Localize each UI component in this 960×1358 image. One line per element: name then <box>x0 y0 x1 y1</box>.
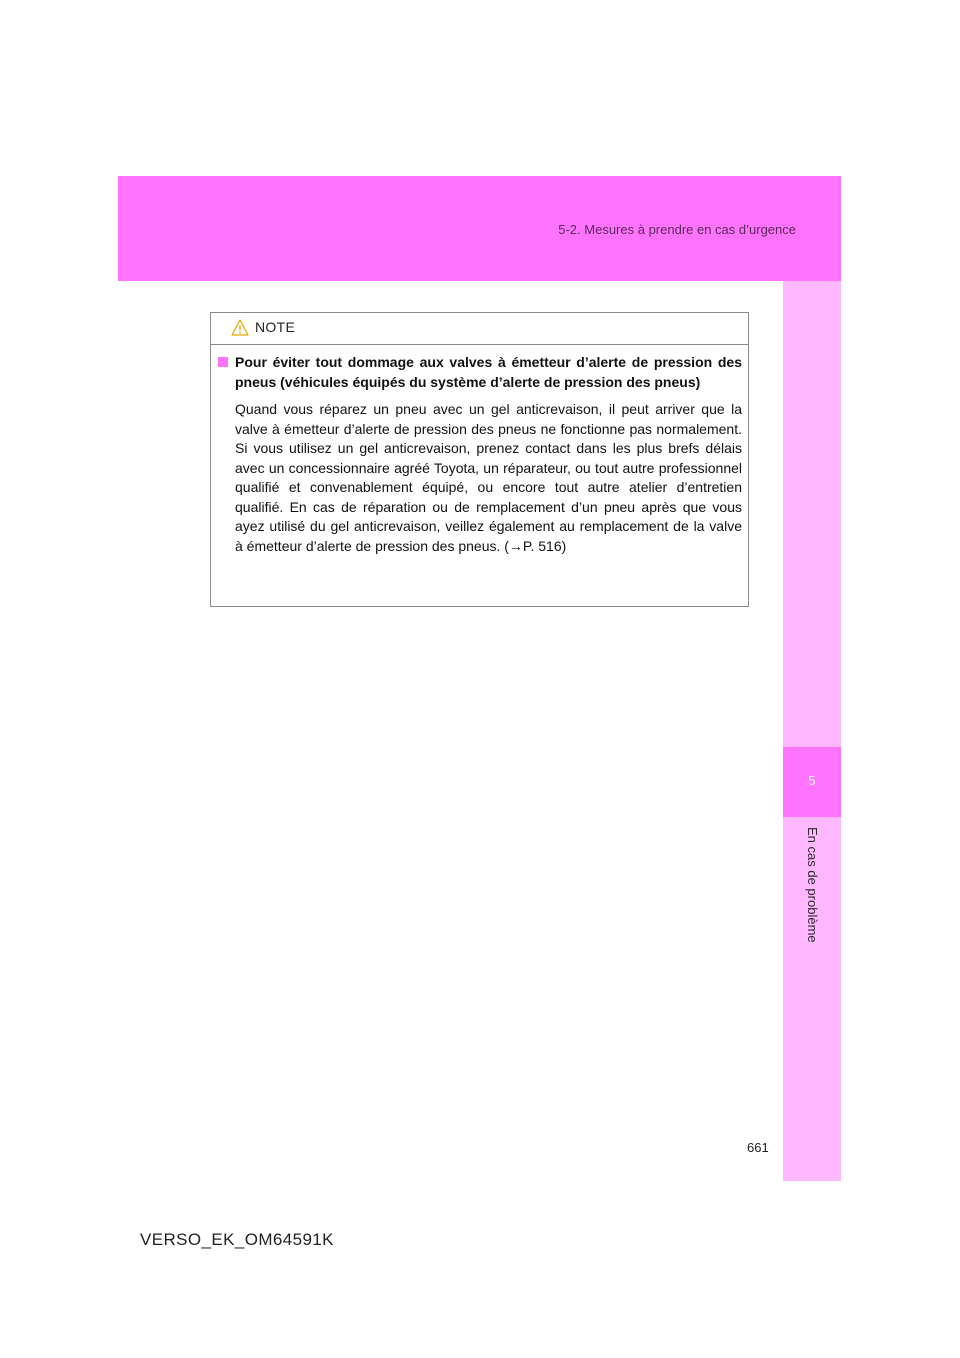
note-item-heading <box>217 353 742 392</box>
page-number: 661 <box>747 1140 769 1155</box>
note-title: NOTE <box>255 319 296 335</box>
note-header <box>211 313 748 345</box>
chapter-number-block <box>783 747 841 817</box>
section-title: 5-2. Mesures à prendre en cas d’urgence <box>558 222 796 237</box>
warning-triangle-icon <box>231 319 249 341</box>
chapter-label: En cas de problème <box>805 827 820 943</box>
model-code: VERSO_EK_OM64591K <box>140 1230 334 1249</box>
note-item-text: Quand vous réparez un pneu avec un gel anticrevaison, il peut arriver que la valve à émetteur d’alerte de pression des pneus ne fonctionne pas normalement. Si vous utilisez un gel anticrevaison, prenez contact dans les plus brefs délais avec un concessionnaire agréé Toyota, un réparateur, ou tout autre professionnel qualifié et convenablement équipé, ou encore tout autre atelier d’entretien qualifié. En cas de réparation ou de remplacement d’un pneu après que vous ayez utilisé du gel anticrevaison, veillez également au remplacement de la valve à émetteur d’alerte de pression des pneus. (→P. 516) <box>235 401 742 554</box>
chapter-side-tab <box>783 281 841 1181</box>
note-body <box>211 345 748 556</box>
note-heading-text: Pour éviter tout dommage aux valves à émetteur d’alerte de pression des pneus (véhicules équipés du système d’alerte de pression des pneus) <box>235 354 742 390</box>
note-box <box>210 312 749 607</box>
square-bullet-icon <box>218 357 228 367</box>
chapter-number: 5 <box>808 773 816 788</box>
header-band <box>118 176 841 281</box>
